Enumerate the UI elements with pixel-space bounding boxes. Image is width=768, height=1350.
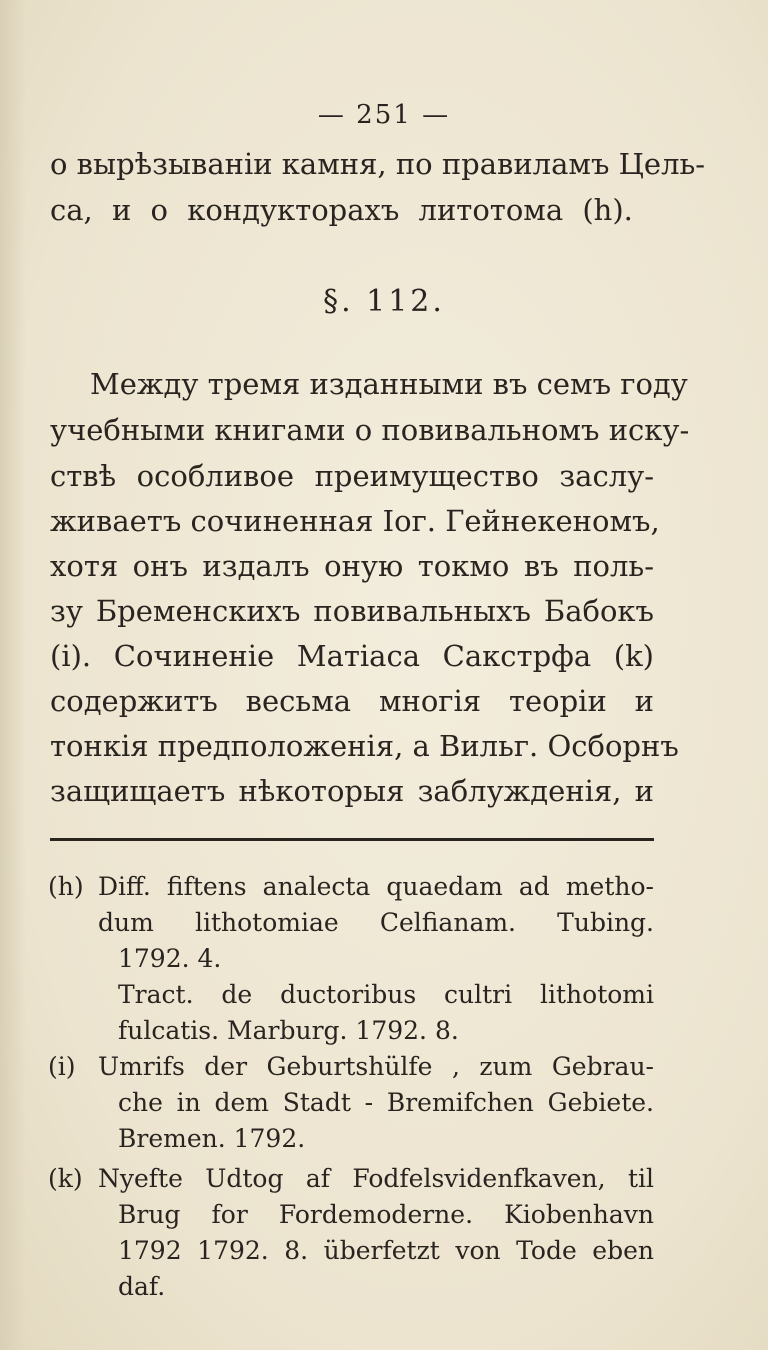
section-heading: §. 112. xyxy=(323,284,445,319)
footnote-line: fulcatis. Marburg. 1792. 8. xyxy=(118,1016,459,1045)
body-line: Между тремя изданными въ семъ году xyxy=(90,367,688,401)
footnote-line: dum lithotomiae Celfianam. Tubing. xyxy=(98,908,654,937)
body-line: (i). Сочиненіе Матіаса Сакстрфа (k) xyxy=(50,639,654,673)
footnote-tag: (h) xyxy=(48,872,84,901)
footnote-line: Brug for Fordemoderne. Kiobenhavn xyxy=(118,1200,654,1229)
footnote-line: Nyefte Udtog af Fodfelsvidenfkaven, til xyxy=(98,1164,654,1193)
body-line: тонкія предположенія, а Вильг. Осборнъ xyxy=(50,729,679,763)
footnote-line: Umrifs der Geburtshülfe , zum Gebrau- xyxy=(98,1052,654,1081)
body-line: са, и о кондукторахъ литотома (h). xyxy=(50,193,633,227)
footnote-line: che in dem Stadt - Bremifchen Gebiete. xyxy=(118,1088,654,1117)
footnote-line: 1792. 4. xyxy=(118,944,222,973)
body-line: зу Бременскихъ повивальныхъ Бабокъ xyxy=(50,594,654,628)
body-line: учебными книгами о повивальномъ иску- xyxy=(50,413,690,447)
body-line: о вырѣзываніи камня, по правиламъ Цель- xyxy=(50,147,706,181)
footnote-line: daf. xyxy=(118,1272,166,1301)
body-line: защищаетъ нѣкоторыя заблужденія, и xyxy=(50,774,654,808)
body-line: живаетъ сочиненная Іог. Гейнекеномъ, xyxy=(50,504,660,538)
body-line: содержитъ весьма многія теоріи и xyxy=(50,684,654,718)
footnote-line: Tract. de ductoribus cultri lithotomi xyxy=(118,980,654,1009)
page-spine-shadow xyxy=(0,0,26,1350)
body-line: ствѣ особливое преимущество заслу- xyxy=(50,459,654,493)
footnote-line: 1792 1792. 8. überfetzt von Tode eben xyxy=(118,1236,654,1265)
footnote-tag: (k) xyxy=(48,1164,83,1193)
footnote-line: Bremen. 1792. xyxy=(118,1124,306,1153)
footnote-tag: (i) xyxy=(48,1052,76,1081)
page-number: — 251 — xyxy=(317,100,451,130)
footnote-line: Diff. fiftens analecta quaedam ad metho- xyxy=(98,872,654,901)
footnote-divider xyxy=(50,838,654,841)
body-line: хотя онъ издалъ оную токмо въ поль- xyxy=(50,549,654,583)
